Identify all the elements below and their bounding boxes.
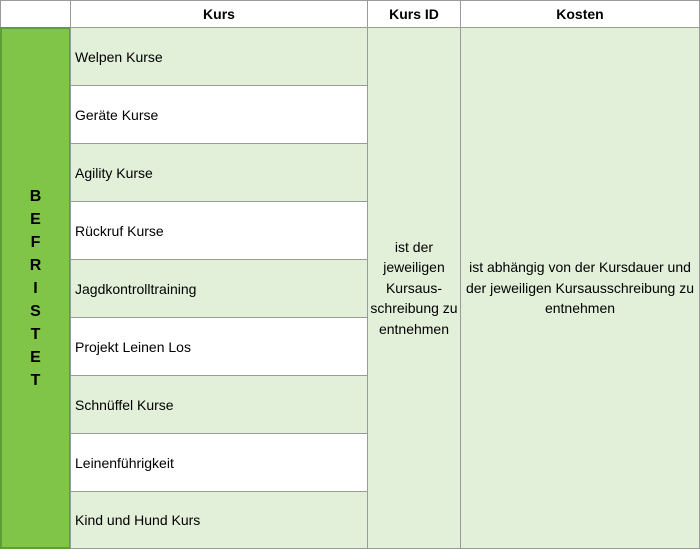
text-line: ist abhängig von der Kursdauer und: [469, 259, 691, 276]
header-kurs-id: Kurs ID: [367, 0, 461, 28]
text-line: entnehmen: [544, 300, 616, 317]
text-line: schreibung zu: [370, 300, 458, 317]
side-letter: B: [29, 187, 42, 205]
text-line: Kursaus-: [385, 279, 442, 296]
course-name: Leinenführigkeit: [75, 454, 174, 471]
kosten-text: [466, 257, 694, 319]
header-kosten: Kosten: [460, 0, 700, 28]
course-name: Welpen Kurse: [75, 48, 163, 65]
side-letter: E: [30, 210, 41, 228]
course-row: [70, 259, 368, 318]
befristet-side-label: [0, 27, 71, 549]
course-row: [70, 143, 368, 202]
course-row: [70, 85, 368, 144]
course-row: [70, 491, 368, 549]
side-letter: F: [30, 233, 41, 251]
side-letter: T: [30, 371, 41, 389]
side-letter: T: [30, 325, 41, 343]
text-line: jeweiligen: [383, 259, 445, 276]
course-name: Rückruf Kurse: [75, 222, 164, 239]
course-name: Geräte Kurse: [75, 106, 159, 123]
side-letter: S: [30, 302, 41, 320]
course-row: [70, 375, 368, 434]
side-letter: R: [29, 256, 42, 274]
course-name: Jagdkontrolltraining: [75, 280, 197, 297]
course-row: [70, 433, 368, 492]
course-row: [70, 317, 368, 376]
course-name: Agility Kurse: [75, 164, 153, 181]
course-row: [70, 27, 368, 86]
kurs-id-text: [370, 237, 457, 340]
text-line: der jeweiligen Kursausschreibung zu: [465, 279, 695, 296]
side-letter: E: [30, 348, 41, 366]
course-row: [70, 201, 368, 260]
course-name: Schnüffel Kurse: [75, 396, 174, 413]
course-name: Kind und Hund Kurs: [75, 512, 201, 528]
kurs-id-merged-cell: [367, 27, 461, 549]
side-letter: I: [33, 279, 38, 297]
side-letters: [30, 185, 42, 392]
header-corner-cell: [0, 0, 71, 28]
header-kurs: Kurs: [70, 0, 368, 28]
course-name: Projekt Leinen Los: [75, 338, 191, 355]
kosten-merged-cell: [460, 27, 700, 549]
text-line: entnehmen: [378, 320, 450, 337]
text-line: ist der: [394, 238, 434, 255]
